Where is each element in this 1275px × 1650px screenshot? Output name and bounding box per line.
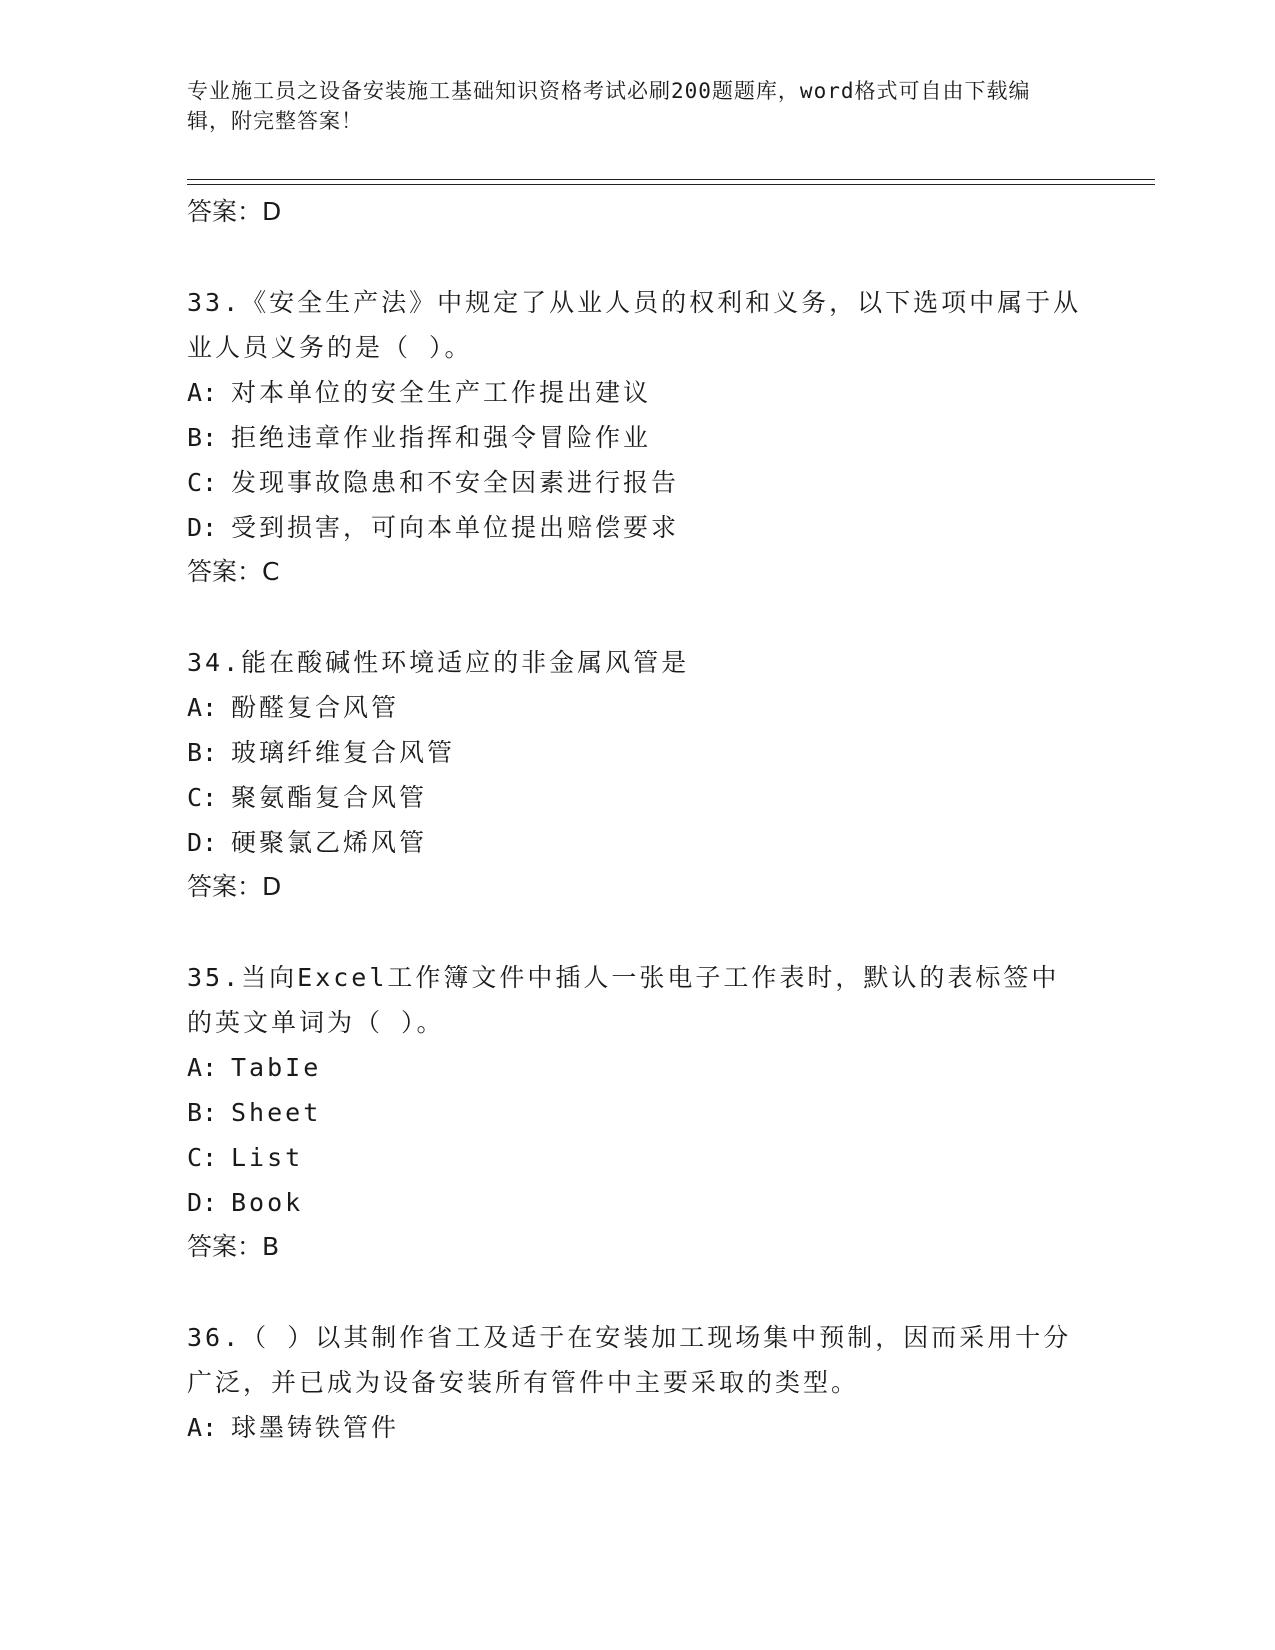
question-stem: 33.《安全生产法》中规定了从业人员的权利和义务，以下选项中属于从业人员义务的是（ ）。 [187,288,1082,362]
option-text: 玻璃纤维复合风管 [231,738,456,767]
option-d [187,820,1087,865]
answer-value: C [262,557,280,586]
document-header: 专业施工员之设备安装施工基础知识资格考试必刷200题题库，word格式可自由下载编辑，附完整答案！ [187,79,1031,133]
option-d [187,505,1087,550]
question-stem: 36.（ ）以其制作省工及适于在安装加工现场集中预制，因而采用十分广泛，并已成为设备安装所有管件中主要采取的类型。 [187,1323,1072,1397]
option-letter: A: [187,693,218,722]
option-d [187,1180,1087,1225]
option-c [187,1135,1087,1180]
option-letter: D: [187,1188,218,1217]
option-c [187,775,1087,820]
option-text: 硬聚氯乙烯风管 [231,828,428,857]
option-letter: C: [187,1143,218,1172]
option-letter: D: [187,828,218,857]
option-letter: A: [187,1413,218,1442]
option-text: 对本单位的安全生产工作提出建议 [231,378,652,407]
option-a [187,370,1087,415]
answer-value: D [262,197,282,226]
option-text: 聚氨酯复合风管 [231,783,428,812]
answer-value: B [262,1232,280,1261]
option-b [187,1090,1087,1135]
option-text: 受到损害，可向本单位提出赔偿要求 [231,513,680,542]
question-36 [187,1315,1087,1450]
option-letter: B: [187,1098,218,1127]
answer-line [187,1225,1087,1269]
option-letter: B: [187,423,218,452]
question-stem: 35.当向Excel工作簿文件中插人一张电子工作表时，默认的表标签中的英文单词为（ ）。 [187,963,1060,1037]
answer-line [187,865,1087,909]
answer-label: 答案： [187,1232,263,1261]
option-b [187,415,1087,460]
option-text: 发现事故隐患和不安全因素进行报告 [231,468,680,497]
option-b [187,730,1087,775]
answer-line [187,190,1087,234]
option-c [187,460,1087,505]
question-35 [187,955,1087,1269]
option-a [187,1405,1087,1450]
option-letter: D: [187,513,218,542]
question-stem: 34.能在酸碱性环境适应的非金属风管是 [187,648,690,677]
option-text: 拒绝违章作业指挥和强令冒险作业 [231,423,652,452]
header-divider-bottom [187,184,1155,185]
question-33 [187,280,1087,594]
option-letter: B: [187,738,218,767]
answer-label: 答案： [187,557,263,586]
option-text: Book [231,1188,304,1217]
option-a [187,1045,1087,1090]
answer-label: 答案： [187,872,263,901]
option-letter: A: [187,1053,218,1082]
header-divider-top [187,179,1155,180]
option-text: List [231,1143,304,1172]
question-34 [187,640,1087,909]
option-text: 球墨铸铁管件 [231,1413,400,1442]
option-a [187,685,1087,730]
document-body [187,190,1087,1450]
answer-line [187,550,1087,594]
answer-value: D [262,872,282,901]
answer-label: 答案： [187,197,263,226]
option-letter: C: [187,783,218,812]
option-text: TabIe [231,1053,322,1082]
option-text: Sheet [231,1098,322,1127]
option-letter: A: [187,378,218,407]
option-letter: C: [187,468,218,497]
option-text: 酚醛复合风管 [231,693,400,722]
